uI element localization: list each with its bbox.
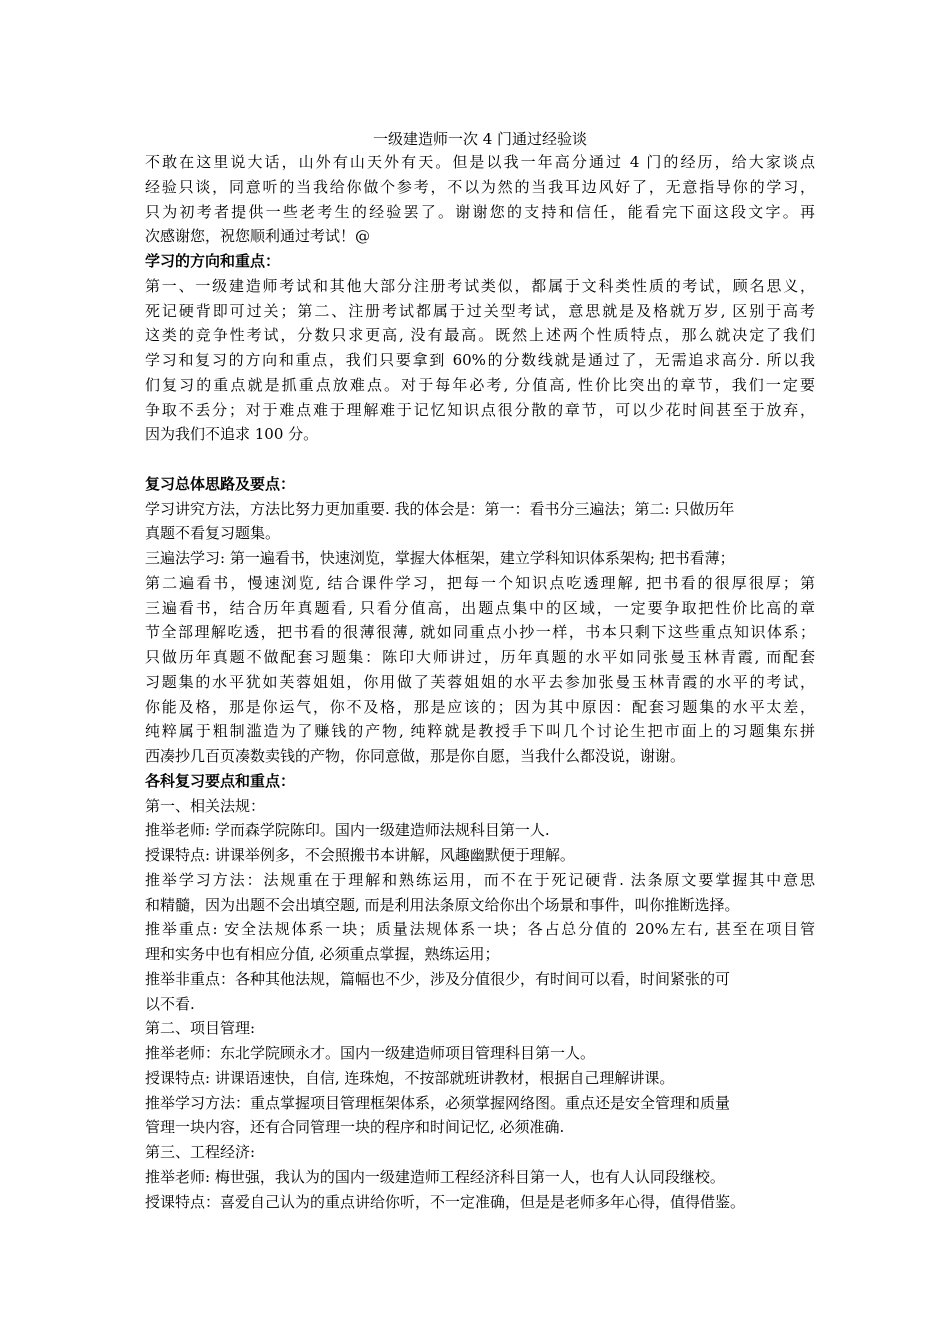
- text-line: 推举重点: 安全法规体系一块；质量法规体系一块；各占总分值的 20%左右, 甚至在项目管: [145, 920, 815, 939]
- text-line: 真题不看复习题集。: [145, 524, 281, 543]
- text-line: 推举学习方法：法规重在于理解和熟练运用，而不在于死记硬背. 法条原文要掌握其中意思: [145, 870, 815, 889]
- text-line: 和精髓，因为出题不会出填空题, 而是利用法条原文给你出个场景和事件，叫你推断选择。: [145, 895, 740, 914]
- text-line: 授课特点：喜爱自己认为的重点讲给你听，不一定准确，但是是老师多年心得，值得借鉴。: [145, 1192, 746, 1211]
- text-line: 次感谢您，祝您顺利通过考试！@: [145, 227, 371, 246]
- text-line: 第三、工程经济:: [145, 1143, 256, 1161]
- document-title: 一级建造师一次 4 门通过经验谈: [372, 130, 588, 148]
- text-line: 授课特点: 讲课举例多，不会照搬书本讲解，风趣幽默便于理解。: [145, 846, 575, 864]
- text-line: 推举学习方法：重点掌握项目管理框架体系，必须掌握网络图。重点还是安全管理和质量: [145, 1093, 731, 1112]
- text-line: 第二、项目管理:: [145, 1019, 256, 1038]
- text-line: 学习讲究方法，方法比努力更加重要. 我的体会是：第一：看书分三遍法；第二: 只做历年: [145, 499, 735, 518]
- text-line: 管理一块内容，还有合同管理一块的程序和时间记忆, 必须准确.: [145, 1118, 565, 1137]
- text-line: 第一、相关法规：: [145, 796, 266, 815]
- text-line: 争取不丢分；对于难点难于理解难于记忆知识点很分散的章节，可以少花时间甚至于放弃，: [145, 400, 815, 419]
- text-line: 授课特点: 讲课语速快，自信, 连珠炮，不按部就班讲教材，根据自己理解讲课。: [145, 1068, 675, 1087]
- section-heading: 各科复习要点和重点：: [145, 771, 296, 790]
- text-line: 学习和复习的方向和重点，我们只要拿到 60%的分数线就是通过了，无需追求高分. 所以我: [145, 351, 815, 369]
- text-line: 只做历年真题不做配套习题集：陈印大师讲过，历年真题的水平如同张曼玉林青霞, 而配套: [145, 648, 815, 666]
- blank-line: [145, 447, 815, 472]
- text-line: 推举老师：东北学院顾永才。国内一级建造师项目管理科目第一人。: [145, 1044, 596, 1062]
- document-body: [145, 150, 815, 1214]
- document-page: [145, 128, 815, 1214]
- text-line: 节全部理解吃透，把书看的很薄很薄, 就如同重点小抄一样，书本只剩下这些重点知识体系；: [145, 623, 815, 642]
- text-line: 们复习的重点就是抓重点放难点。对于每年必考, 分值高, 性价比突出的章节，我们一定要: [145, 375, 815, 394]
- text-line: 推举老师: 梅世强，我认为的国内一级建造师工程经济科目第一人，也有人认同段继校。: [145, 1167, 725, 1186]
- text-line: 以不看.: [145, 994, 195, 1013]
- section-heading: 复习总体思路及要点：: [145, 474, 296, 493]
- text-line: 死记硬背即可过关；第二、注册考试都属于过关型考试，意思就是及格就万岁, 区别于高考: [145, 301, 815, 320]
- text-line: 第一、一级建造师考试和其他大部分注册考试类似，都属于文科类性质的考试，顾名思义，: [145, 276, 815, 295]
- text-line: 纯粹属于粗制滥造为了赚钱的产物, 纯粹就是教授手下叫几个讨论生把市面上的习题集东拼: [145, 722, 815, 741]
- text-line: 西凑抄几百页凑数卖钱的产物，你同意做，那是你自愿，当我什么都没说，谢谢。: [145, 747, 686, 765]
- text-line: 因为我们不追求 100 分。: [145, 425, 319, 444]
- text-line: 推举非重点：各种其他法规，篇幅也不少，涉及分值很少，有时间可以看，时间紧张的可: [145, 969, 731, 988]
- text-line: 不敢在这里说大话，山外有山天外有天。但是以我一年高分通过 4 门的经历，给大家谈点: [145, 153, 815, 171]
- text-line: 这类的竞争性考试，分数只求更高, 没有最高。既然上述两个性质特点，那么就决定了我们: [145, 326, 815, 345]
- text-line: 三遍看书，结合历年真题看, 只看分值高，出题点集中的区域，一定要争取把性价比高的章: [145, 598, 815, 617]
- text-line: 三遍法学习: 第一遍看书，快速浏览，掌握大体框架，建立学科知识体系架构; 把书看薄；: [145, 549, 735, 567]
- section-heading: 学习的方向和重点：: [145, 252, 281, 270]
- text-line: 第二遍看书，慢速浏览, 结合课件学习，把每一个知识点吃透理解, 把书看的很厚很厚；第: [145, 573, 815, 592]
- text-line: 只为初考者提供一些老考生的经验罢了。谢谢您的支持和信任，能看完下面这段文字。再: [145, 202, 815, 221]
- text-line: 经验只谈，同意听的当我给你做个参考，不以为然的当我耳边风好了，无意指导你的学习，: [145, 177, 815, 196]
- text-line: 习题集的水平犹如芙蓉姐姐，你用做了芙蓉姐姐的水平去参加张曼玉林青霞的水平的考试，: [145, 672, 815, 691]
- text-line: 推举老师: 学而森学院陈印。国内一级建造师法规科目第一人.: [145, 821, 550, 840]
- text-line: 你能及格，那是你运气，你不及格，那是应该的；因为其中原因：配套习题集的水平太差，: [145, 697, 815, 716]
- text-line: 理和实务中也有相应分值, 必须重点掌握，熟练运用；: [145, 945, 500, 963]
